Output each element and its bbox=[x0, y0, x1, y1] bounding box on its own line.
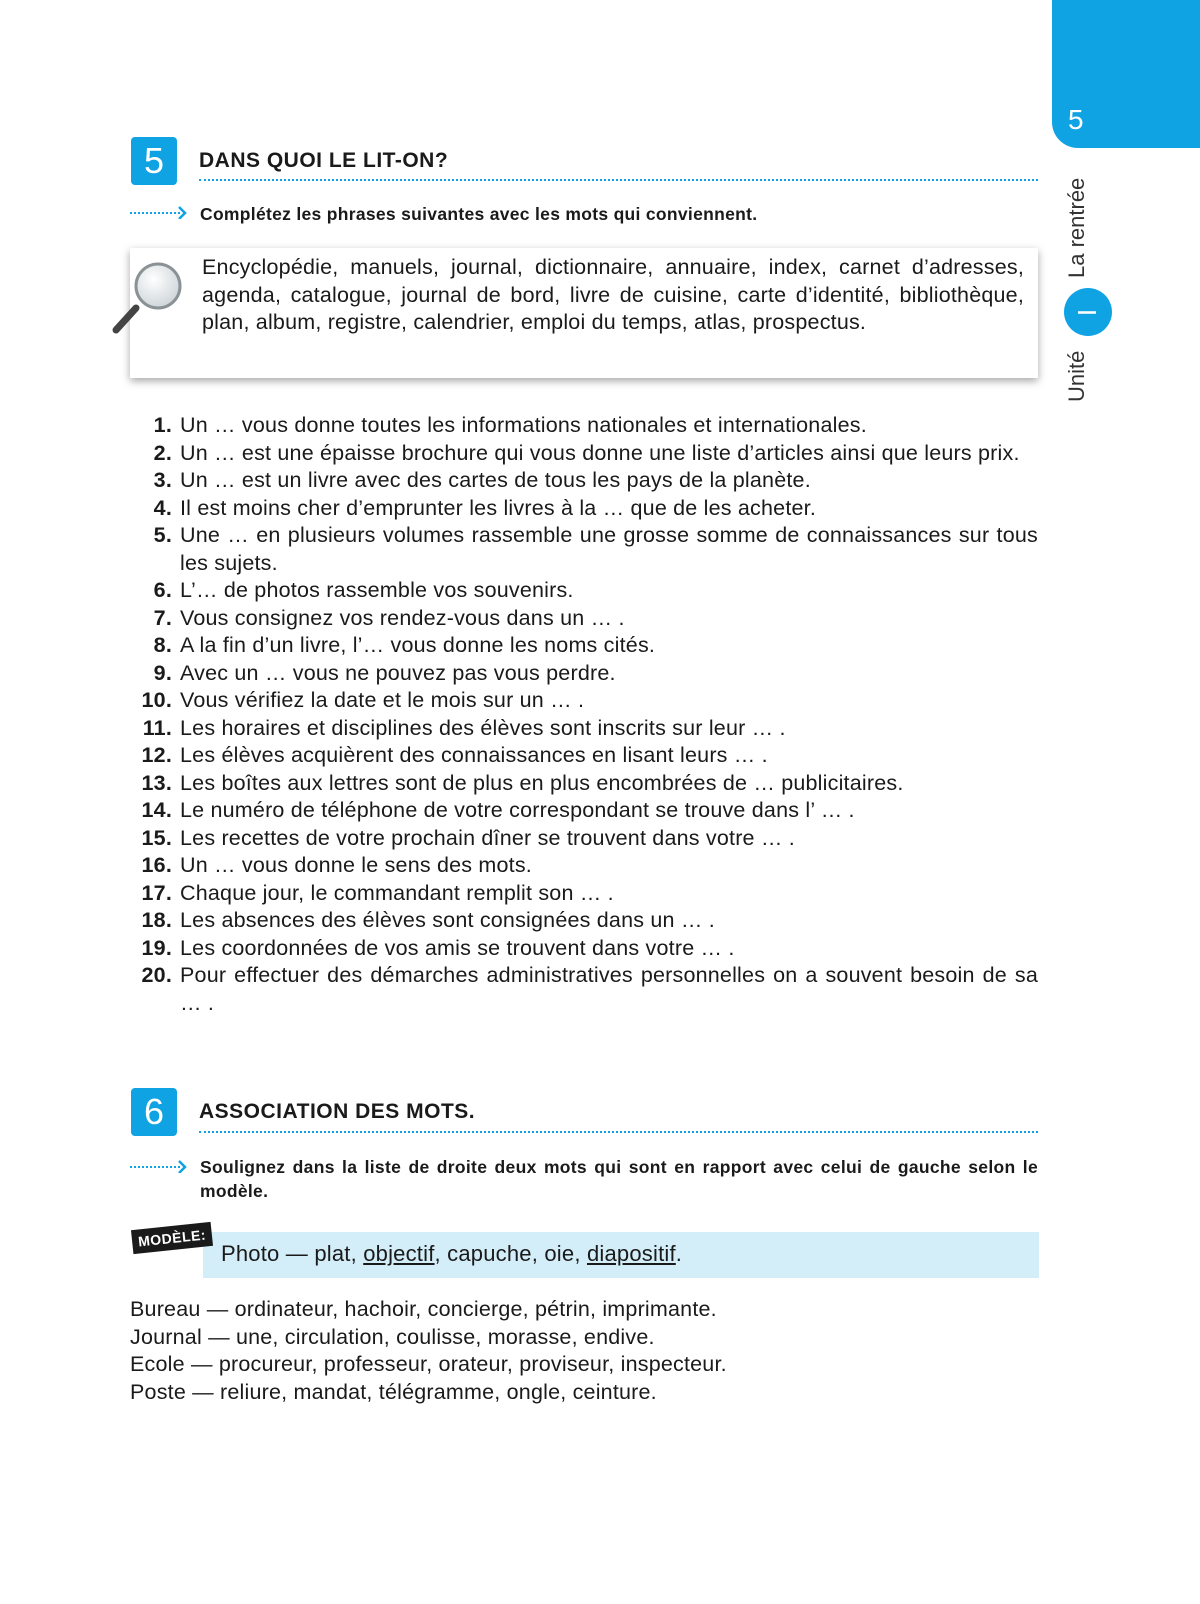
unit-sidebar-graphic bbox=[1060, 160, 1130, 410]
magnifier-icon bbox=[108, 258, 188, 338]
model-underlined-2: diapositif bbox=[586, 1241, 676, 1266]
list-item bbox=[128, 825, 1038, 853]
item-text: Pour effectuer des démarches administratives personnelles on a souvent besoin de sa … . bbox=[180, 963, 1038, 1015]
list-item bbox=[128, 907, 1038, 935]
item-text: Un … vous donne toutes les informations nationales et internationales. bbox=[180, 413, 867, 437]
item-number: 17. bbox=[141, 880, 172, 905]
item-number: 15. bbox=[141, 825, 172, 850]
list-item bbox=[128, 742, 1038, 770]
association-line: Bureau — ordinateur, hachoir, concierge, pétrin, imprimante. bbox=[130, 1297, 717, 1321]
section-5-instruction: Complétez les phrases suivantes avec les mots qui conviennent. bbox=[200, 204, 758, 224]
model-mid: , capuche, oie, bbox=[434, 1241, 587, 1266]
unit-title: La rentrée bbox=[1064, 177, 1089, 278]
item-text: Les horaires et disciplines des élèves sont inscrits sur leur … . bbox=[180, 715, 786, 740]
item-text: Un … est une épaisse brochure qui vous donne une liste d’articles ainsi que leurs prix. bbox=[180, 440, 1020, 465]
list-item bbox=[128, 412, 1038, 440]
item-text: Avec un … vous ne pouvez pas vous perdre. bbox=[180, 660, 616, 685]
section-5-number: 5 bbox=[131, 137, 177, 185]
section-5-divider bbox=[199, 179, 1038, 181]
item-text: Un … vous donne le sens des mots. bbox=[180, 853, 532, 877]
item-number: 13. bbox=[141, 770, 172, 795]
item-number: 3. bbox=[153, 468, 172, 492]
page-number: 5 bbox=[1068, 104, 1084, 135]
item-number: 5. bbox=[153, 523, 172, 547]
item-text: Les élèves acquièrent des connaissances en lisant leurs … . bbox=[180, 743, 768, 767]
section-6-number: 6 bbox=[131, 1088, 177, 1136]
item-text: Les boîtes aux lettres sont de plus en plus encombrées de … publicitaires. bbox=[180, 770, 904, 795]
item-text: Une … en plusieurs volumes rassemble une grosse somme de connaissances sur tous les sujets. bbox=[180, 523, 1038, 575]
model-tail: . bbox=[675, 1241, 683, 1266]
page-tab bbox=[1052, 0, 1200, 148]
model-label: MODÈLE: bbox=[131, 1222, 213, 1254]
item-number: 7. bbox=[153, 605, 172, 630]
unit-sidebar bbox=[1060, 160, 1130, 410]
word-bank-box bbox=[130, 248, 1038, 378]
item-text: Vous vérifiez la date et le mois sur un … . bbox=[180, 688, 585, 712]
list-item bbox=[128, 770, 1038, 798]
exercise-5-list bbox=[128, 412, 1038, 1017]
section-6-instruction: Soulignez dans la liste de droite deux mots qui sont en rapport avec celui de gauche selon le modèle. bbox=[200, 1157, 1038, 1201]
item-number: 1. bbox=[153, 413, 172, 437]
item-number: 19. bbox=[141, 935, 172, 960]
association-line: Ecole — procureur, professeur, orateur, proviseur, inspecteur. bbox=[130, 1352, 727, 1376]
list-item bbox=[128, 797, 1038, 825]
item-text: Il est moins cher d’emprunter les livres à la … que de les acheter. bbox=[180, 495, 816, 520]
list-item bbox=[128, 935, 1038, 963]
item-number: 2. bbox=[153, 440, 172, 465]
item-text: A la fin d’un livre, l’… vous donne les noms cités. bbox=[180, 633, 656, 657]
item-number: 11. bbox=[142, 715, 172, 740]
list-item bbox=[128, 522, 1038, 577]
list-item bbox=[128, 605, 1038, 633]
list-item bbox=[128, 962, 1038, 1017]
arrow-icon bbox=[130, 205, 190, 219]
list-item bbox=[128, 577, 1038, 605]
item-number: 12. bbox=[141, 743, 172, 767]
exercise-6-list bbox=[130, 1296, 727, 1406]
model-text bbox=[221, 1241, 682, 1267]
section-5-title: DANS QUOI LE LIT-ON? bbox=[199, 149, 449, 172]
item-number: 18. bbox=[141, 908, 172, 932]
item-text: Le numéro de téléphone de votre correspondant se trouve dans l’ … . bbox=[180, 798, 855, 822]
unit-number: I bbox=[1072, 308, 1103, 316]
list-item bbox=[128, 440, 1038, 468]
item-text: Les recettes de votre prochain dîner se trouvent dans votre … . bbox=[180, 825, 795, 850]
list-item bbox=[128, 687, 1038, 715]
section-6-title: ASSOCIATION DES MOTS. bbox=[199, 1100, 476, 1123]
item-number: 16. bbox=[141, 853, 172, 877]
item-number: 20. bbox=[141, 963, 172, 987]
word-bank-text: Encyclopédie, manuels, journal, dictionnaire, annuaire, index, carnet d’adresses, agenda, catalogue, journal de bord, livre de cuisine, carte d’identité, bibliothèque, plan, album, registre, calendrier, emploi du temps, atlas, prospectus. bbox=[202, 255, 1024, 334]
arrow-icon bbox=[130, 1159, 190, 1173]
unit-label: Unité bbox=[1064, 350, 1089, 402]
list-item bbox=[128, 632, 1038, 660]
item-number: 10. bbox=[141, 688, 172, 712]
association-line: Poste — reliure, mandat, télégramme, ongle, ceinture. bbox=[130, 1379, 657, 1404]
item-text: L’… de photos rassemble vos souvenirs. bbox=[180, 578, 574, 602]
list-item bbox=[128, 660, 1038, 688]
item-number: 9. bbox=[153, 660, 172, 685]
item-text: Chaque jour, le commandant remplit son … . bbox=[180, 880, 614, 905]
model-head: Photo — plat, bbox=[221, 1241, 364, 1266]
list-item bbox=[128, 880, 1038, 908]
item-number: 6. bbox=[153, 578, 172, 602]
list-item bbox=[128, 495, 1038, 523]
item-text: Les coordonnées de vos amis se trouvent dans votre … . bbox=[180, 935, 735, 960]
model-box bbox=[203, 1232, 1039, 1278]
item-number: 14. bbox=[141, 798, 172, 822]
association-line: Journal — une, circulation, coulisse, morasse, endive. bbox=[130, 1324, 655, 1349]
list-item bbox=[128, 715, 1038, 743]
item-text: Les absences des élèves sont consignées dans un … . bbox=[180, 908, 715, 932]
item-number: 4. bbox=[153, 495, 172, 520]
list-item bbox=[128, 467, 1038, 495]
list-item bbox=[128, 852, 1038, 880]
item-text: Un … est un livre avec des cartes de tous les pays de la planète. bbox=[180, 468, 811, 492]
item-number: 8. bbox=[153, 633, 172, 657]
item-text: Vous consignez vos rendez-vous dans un … . bbox=[180, 605, 625, 630]
model-underlined-1: objectif bbox=[363, 1241, 435, 1266]
section-6-divider bbox=[199, 1131, 1038, 1133]
unit-number-badge bbox=[1064, 288, 1112, 336]
